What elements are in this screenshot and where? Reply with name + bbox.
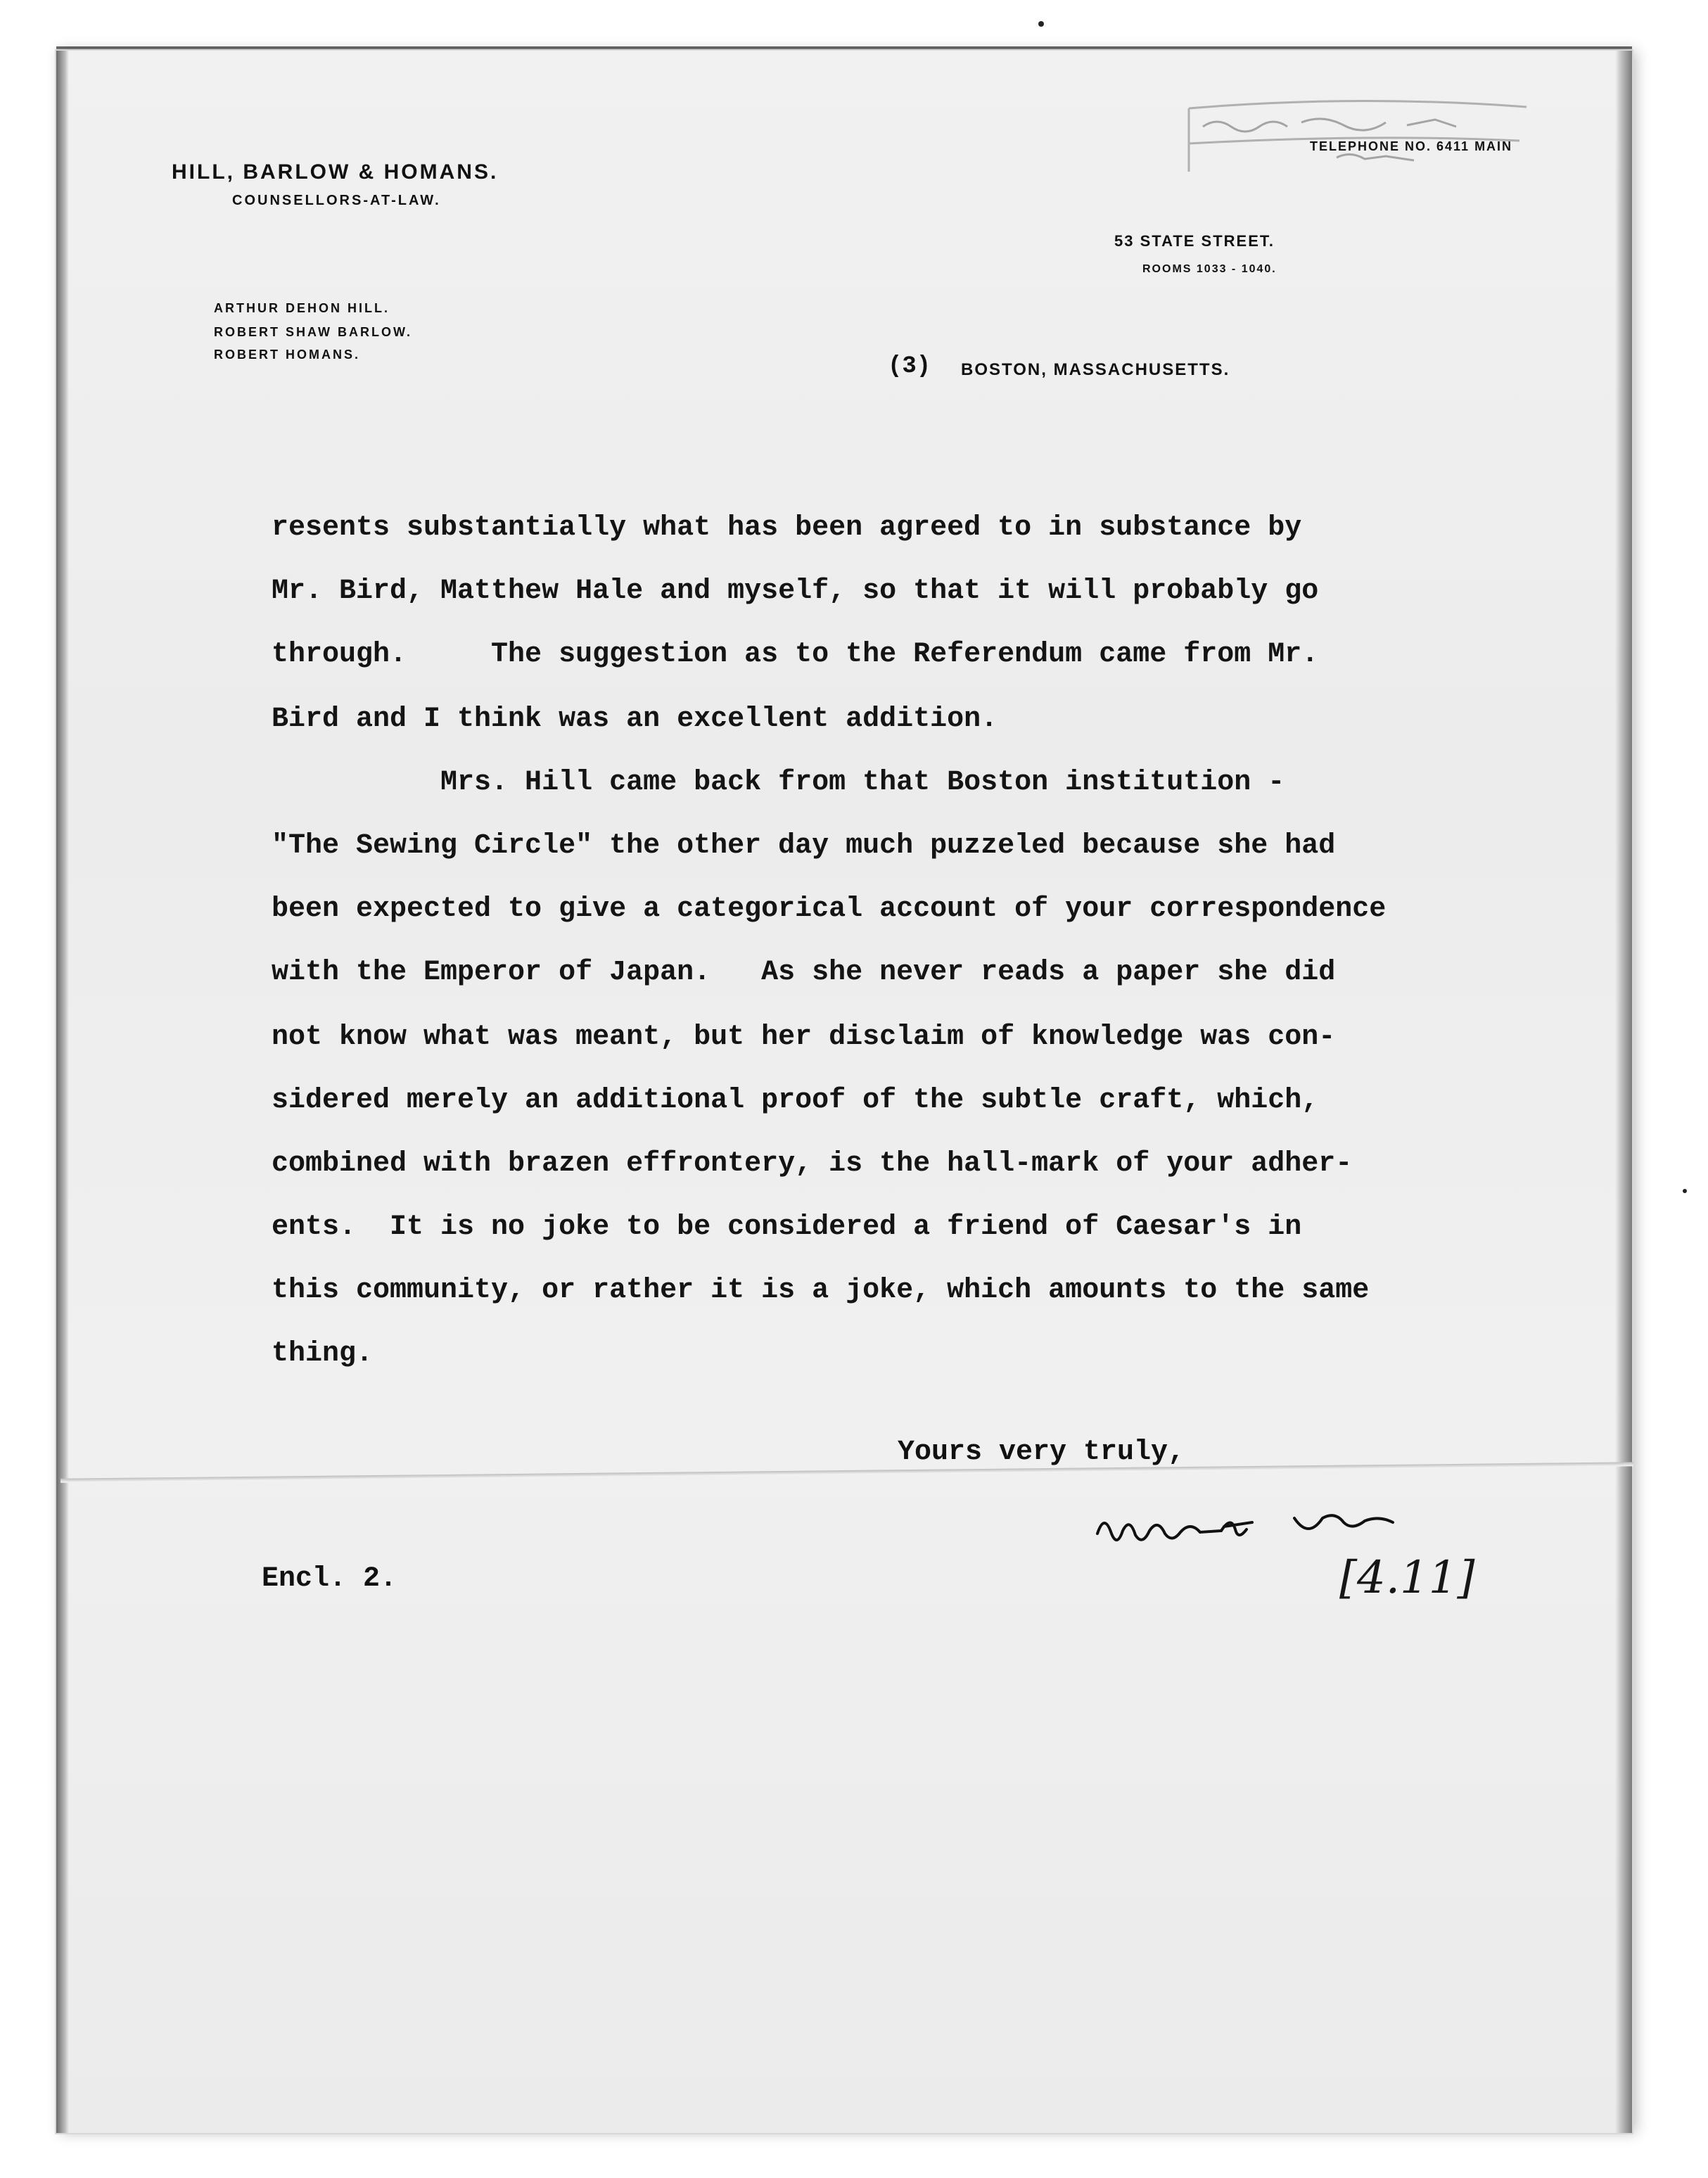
body-line: this community, or rather it is a joke, which amounts to the same: [272, 1275, 1370, 1306]
body-line: not know what was meant, but her disclaim of knowledge was con-: [272, 1021, 1336, 1053]
body-line: Mr. Bird, Matthew Hale and myself, so that it will probably go: [272, 575, 1319, 607]
body-line: through. The suggestion as to the Referendum came from Mr.: [272, 639, 1319, 670]
partner-name: ARTHUR DEHON HILL.: [214, 301, 390, 315]
body-line: with the Emperor of Japan. As she never reads a paper she did: [272, 957, 1336, 988]
handwritten-signature: [1083, 1498, 1421, 1555]
city-line: BOSTON, MASSACHUSETTS.: [961, 360, 1230, 379]
body-line: sidered merely an additional proof of the subtle craft, which,: [272, 1085, 1319, 1116]
closing-salutation: Yours very truly,: [898, 1437, 1185, 1468]
body-line: thing.: [272, 1338, 374, 1370]
page-number: (3): [888, 353, 931, 380]
body-line: Bird and I think was an excellent addition.: [272, 703, 998, 735]
firm-name: HILL, BARLOW & HOMANS.: [172, 160, 499, 184]
body-line: "The Sewing Circle" the other day much puzzeled because she had: [272, 830, 1336, 862]
body-line: combined with brazen effrontery, is the hall-mark of your adher-: [272, 1148, 1353, 1180]
pencil-annotation-mark: [1161, 94, 1541, 179]
dust-speck: [1683, 1189, 1687, 1193]
room-numbers: ROOMS 1033 - 1040.: [1142, 263, 1277, 275]
street-address: 53 STATE STREET.: [1114, 232, 1275, 250]
sheet-right-edge: [1615, 51, 1632, 2133]
firm-subtitle: COUNSELLORS-AT-LAW.: [232, 193, 441, 208]
body-line: Mrs. Hill came back from that Boston institution -: [272, 767, 1285, 798]
body-line: been expected to give a categorical account of your correspondence: [272, 893, 1387, 925]
archive-stamp: [4.11]: [1339, 1552, 1475, 1604]
telephone-number: TELEPHONE NO. 6411 MAIN: [1310, 139, 1513, 153]
dust-speck: [1038, 21, 1044, 27]
partner-name: ROBERT HOMANS.: [214, 348, 360, 362]
enclosure-note: Encl. 2.: [262, 1563, 397, 1595]
partner-name: ROBERT SHAW BARLOW.: [214, 325, 412, 339]
body-line: ents. It is no joke to be considered a friend of Caesar's in: [272, 1211, 1302, 1243]
sheet-left-edge: [56, 51, 69, 2133]
body-line: resents substantially what has been agreed to in substance by: [272, 512, 1302, 544]
